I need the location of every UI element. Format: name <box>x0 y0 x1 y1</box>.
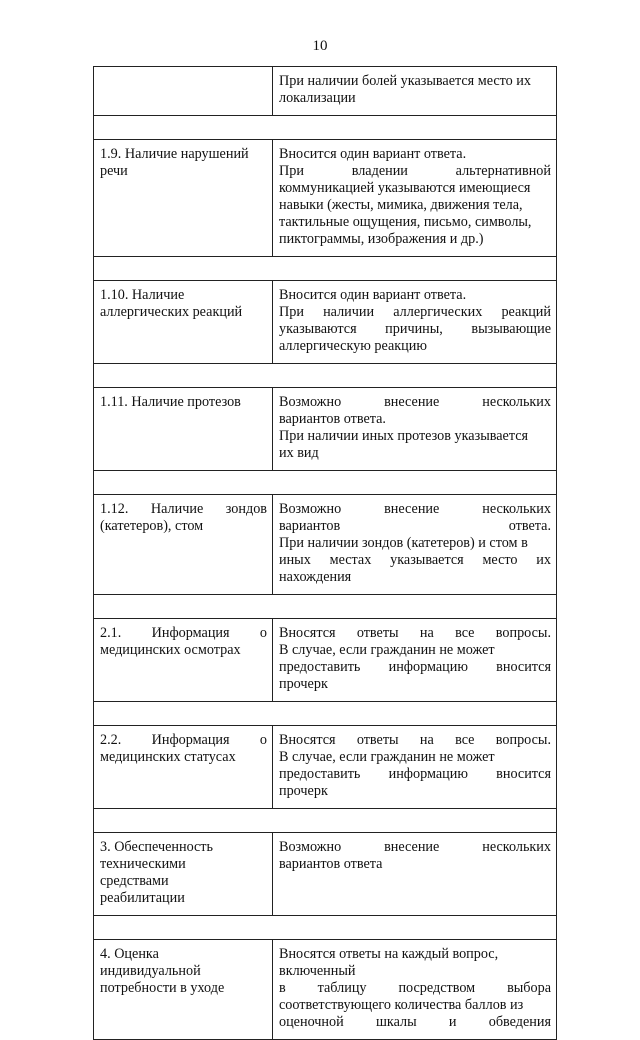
row-gap-cell <box>94 364 557 388</box>
row-label-cell <box>94 940 273 1040</box>
row-description-line: При наличии аллергических реакций <box>279 304 551 320</box>
table-row <box>94 140 557 257</box>
row-gap <box>94 702 557 726</box>
row-gap-cell <box>94 916 557 940</box>
row-label-cell <box>94 495 273 595</box>
row-description-cell <box>273 495 557 595</box>
row-label-line: 1.9. Наличие нарушений <box>100 146 249 162</box>
row-gap-cell <box>94 116 557 140</box>
row-label-cell <box>94 833 273 916</box>
row-description-line: указываются причины, вызывающие <box>279 321 551 337</box>
row-gap-cell <box>94 595 557 619</box>
row-description-cell <box>273 619 557 702</box>
row-label-line: 1.12. Наличие зондов <box>100 501 267 517</box>
row-description-cell <box>273 726 557 809</box>
row-description-cell <box>273 833 557 916</box>
table-row <box>94 67 557 116</box>
row-description-line: их вид <box>279 445 319 461</box>
row-description-line: соответствующего количества баллов из <box>279 997 524 1013</box>
row-description-line: При наличии зондов (катетеров) и стом в <box>279 535 528 551</box>
row-label-cell <box>94 619 273 702</box>
row-description-line: Вносится один вариант ответа. <box>279 287 467 303</box>
row-description-line: прочерк <box>279 676 328 692</box>
row-description-line: в таблицу посредством выбора <box>279 980 551 996</box>
row-description-line: Вносится один вариант ответа. <box>279 146 467 162</box>
row-gap <box>94 595 557 619</box>
row-gap-cell <box>94 702 557 726</box>
table-body <box>94 67 557 1040</box>
row-description-line: нахождения <box>279 569 352 585</box>
row-gap-cell <box>94 471 557 495</box>
row-description-line: Возможно внесение нескольких <box>279 501 551 517</box>
row-label-line: средствами <box>100 873 169 889</box>
instructions-table <box>93 66 557 1040</box>
row-description-line: вариантов ответа. <box>279 411 386 427</box>
table-row <box>94 619 557 702</box>
row-gap <box>94 257 557 281</box>
table-row <box>94 833 557 916</box>
row-label-line: (катетеров), стом <box>100 518 204 534</box>
row-gap <box>94 364 557 388</box>
page-number: 10 <box>312 38 328 54</box>
row-description-cell <box>273 940 557 1040</box>
row-gap-cell <box>94 809 557 833</box>
row-label-line: медицинских статусах <box>100 749 236 765</box>
row-label-line: аллергических реакций <box>100 304 243 320</box>
row-description-line: Вносятся ответы на все вопросы. <box>279 732 551 748</box>
row-description-line: аллергическую реакцию <box>279 338 427 354</box>
row-description-line: Возможно внесение нескольких <box>279 394 551 410</box>
row-description-line: предоставить информацию вносится <box>279 659 551 675</box>
row-description-line: прочерк <box>279 783 328 799</box>
table-row <box>94 495 557 595</box>
row-description-cell <box>273 140 557 257</box>
table-row <box>94 726 557 809</box>
row-description-line: пиктограммы, изображения и др.) <box>279 231 484 247</box>
row-label-cell <box>94 281 273 364</box>
row-gap-cell <box>94 257 557 281</box>
row-description-line: При наличии болей указывается место их <box>279 73 531 89</box>
row-label-line: медицинских осмотрах <box>100 642 241 658</box>
row-description-line: Вносятся ответы на все вопросы. <box>279 625 551 641</box>
row-label-line: индивидуальной <box>100 963 201 979</box>
row-description-line: навыки (жесты, мимика, движения тела, <box>279 197 523 213</box>
row-description-cell <box>273 281 557 364</box>
row-label-line: реабилитации <box>100 890 185 906</box>
row-label-line: потребности в уходе <box>100 980 225 996</box>
row-gap <box>94 809 557 833</box>
row-description-line: В случае, если гражданин не может <box>279 749 495 765</box>
row-label-line: 1.11. Наличие протезов <box>100 394 241 410</box>
row-description-line: При наличии иных протезов указывается <box>279 428 529 444</box>
row-description-line: тактильные ощущения, письмо, символы, <box>279 214 532 230</box>
row-description-line: вариантов ответа <box>279 856 383 872</box>
row-description-line: При владении альтернативной <box>279 163 551 179</box>
row-description-line: включенный <box>279 963 356 979</box>
row-description-line: вариантов ответа. <box>279 518 551 534</box>
row-gap <box>94 471 557 495</box>
row-description-line: локализации <box>279 90 356 106</box>
row-label-line: речи <box>100 163 128 179</box>
row-description-line: иных местах указывается место их <box>279 552 551 568</box>
table-row <box>94 281 557 364</box>
row-description-cell <box>273 67 557 116</box>
row-label-line: 3. Обеспеченность <box>100 839 213 855</box>
row-description-line: Возможно внесение нескольких <box>279 839 551 855</box>
row-description-line: предоставить информацию вносится <box>279 766 551 782</box>
row-description-line: В случае, если гражданин не может <box>279 642 495 658</box>
row-label-cell <box>94 726 273 809</box>
row-description-line: оценочной шкалы и обведения <box>279 1014 551 1030</box>
row-description-line: коммуникацией указываются имеющиеся <box>279 180 531 196</box>
row-gap <box>94 116 557 140</box>
row-label-cell <box>94 388 273 471</box>
row-label-line: 4. Оценка <box>100 946 159 962</box>
row-description-line: Вносятся ответы на каждый вопрос, <box>279 946 499 962</box>
row-label-line: 1.10. Наличие <box>100 287 185 303</box>
row-label-line: техническими <box>100 856 186 872</box>
row-label-cell <box>94 140 273 257</box>
table-row <box>94 940 557 1040</box>
row-label-cell <box>94 67 273 116</box>
row-label-line: 2.2. Информация о <box>100 732 267 748</box>
row-gap <box>94 916 557 940</box>
row-description-cell <box>273 388 557 471</box>
row-label-line: 2.1. Информация о <box>100 625 267 641</box>
table-row <box>94 388 557 471</box>
